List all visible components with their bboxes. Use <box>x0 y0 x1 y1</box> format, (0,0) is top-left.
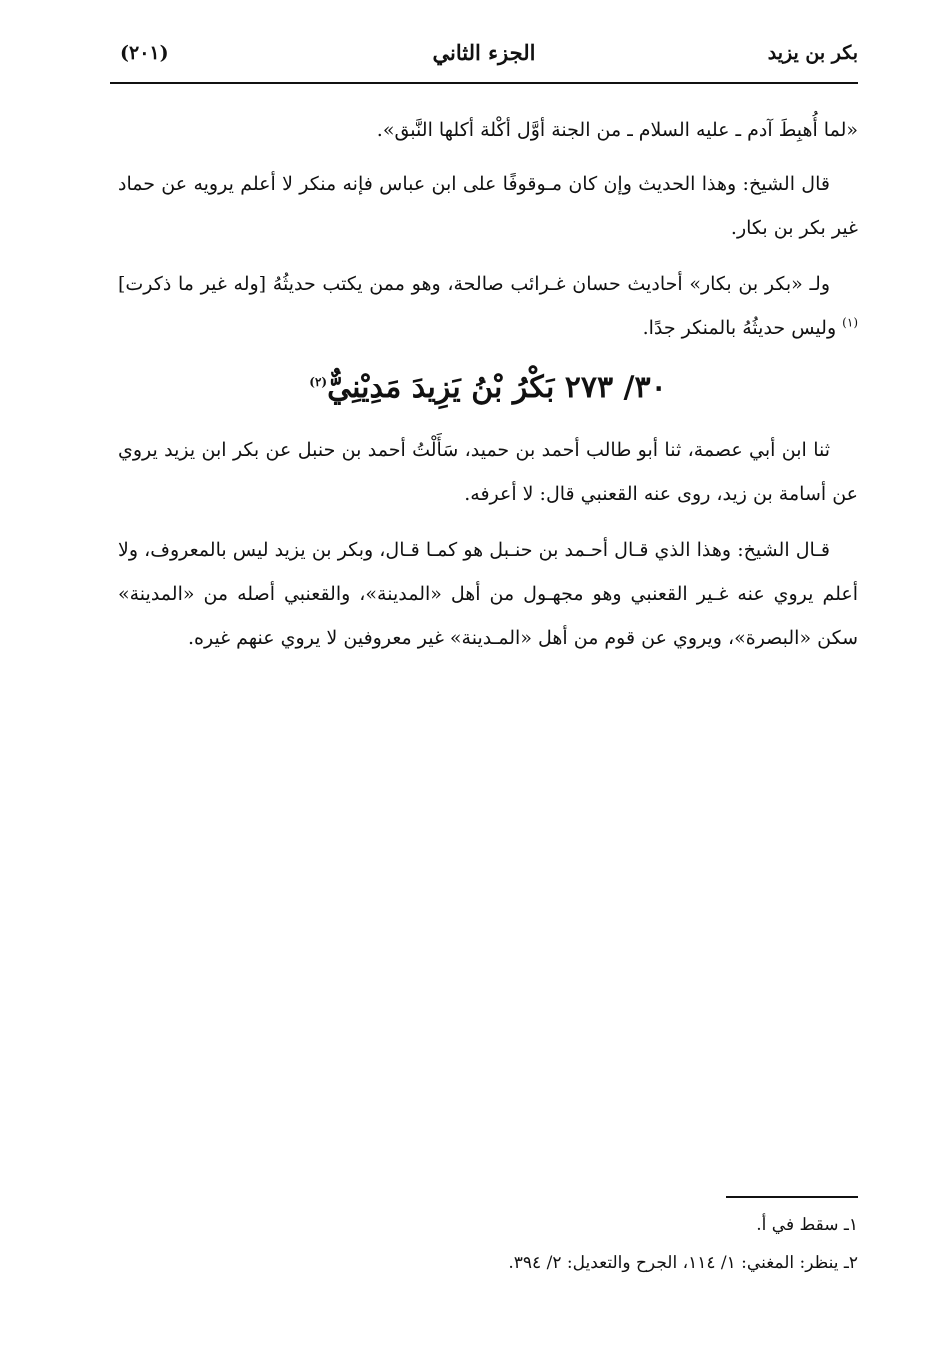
entry-heading-text: ٣٠/ ٢٧٣ بَكْرُ بْنُ يَزِيدَ مَدِيْنِيٌّ <box>327 370 667 405</box>
footnote-1: ١ـ سقط في أ. <box>756 1215 858 1235</box>
footnote-2: ٢ـ ينظر: المغني: ١/ ١١٤، الجرح والتعديل: ٢/ ٣٩٤. <box>508 1253 858 1273</box>
header-entry-name: بكر بن يزيد <box>767 42 858 64</box>
footnote-ref-2: (٢) <box>309 375 328 389</box>
paragraph-shaykh-assessment: قـال الشيخ: وهذا الذي قـال أحـمد بن حنـبل هو كمـا قـال، وبكر بن يزيد ليس بالمعروف، ولا أعلم يروي عنه غـير القعنبي وهو مجهـول من أهل «المدينة»، والقعنبي أصله من «المدينة» سكن «البصرة»، ويروي عن قوم من أهل «المـدينة» غير معروفين لا يروي عنهم غيره. <box>118 539 858 649</box>
paragraph-part: ولـ «بكر بن بكار» أحاديث حسان غـرائب صالحة، وهو ممن يكتب حديثُهُ [وله غير ما ذكرت] <box>118 273 830 295</box>
main-text <box>118 108 858 672</box>
paragraph-bakr-bin-bakkar <box>118 262 858 350</box>
paragraph-shaykh-comment: قال الشيخ: وهذا الحديث وإن كان مـوقوفًا على ابن عباس فإنه منكر لا أعلم يرويه عن حماد غير بكر بن بكار. <box>118 173 858 239</box>
page-header <box>110 36 858 84</box>
footnote-divider <box>726 1196 858 1198</box>
page-number: (٢٠١) <box>120 42 169 64</box>
hadith-quote: «لما أُهبِطَ آدم ـ عليه السلام ـ من الجنة أوَّل أكْلة أكلها النَّبق». <box>376 119 858 141</box>
footnotes <box>118 1208 858 1284</box>
entry-heading <box>118 362 858 414</box>
paragraph-part: وليس حديثُهُ بالمنكر جدًا. <box>642 317 843 339</box>
header-volume-title: الجزء الثاني <box>432 40 536 65</box>
paragraph-isnad: ثنا ابن أبي عصمة، ثنا أبو طالب أحمد بن حميد، سَأَلْتُ أحمد بن حنبل عن بكر ابن يزيد يروي عن أسامة بن زيد، روى عنه القعنبي قال: لا أعرفه. <box>118 439 858 505</box>
footnote-ref-1: (١) <box>842 315 858 330</box>
header-divider <box>110 82 858 84</box>
